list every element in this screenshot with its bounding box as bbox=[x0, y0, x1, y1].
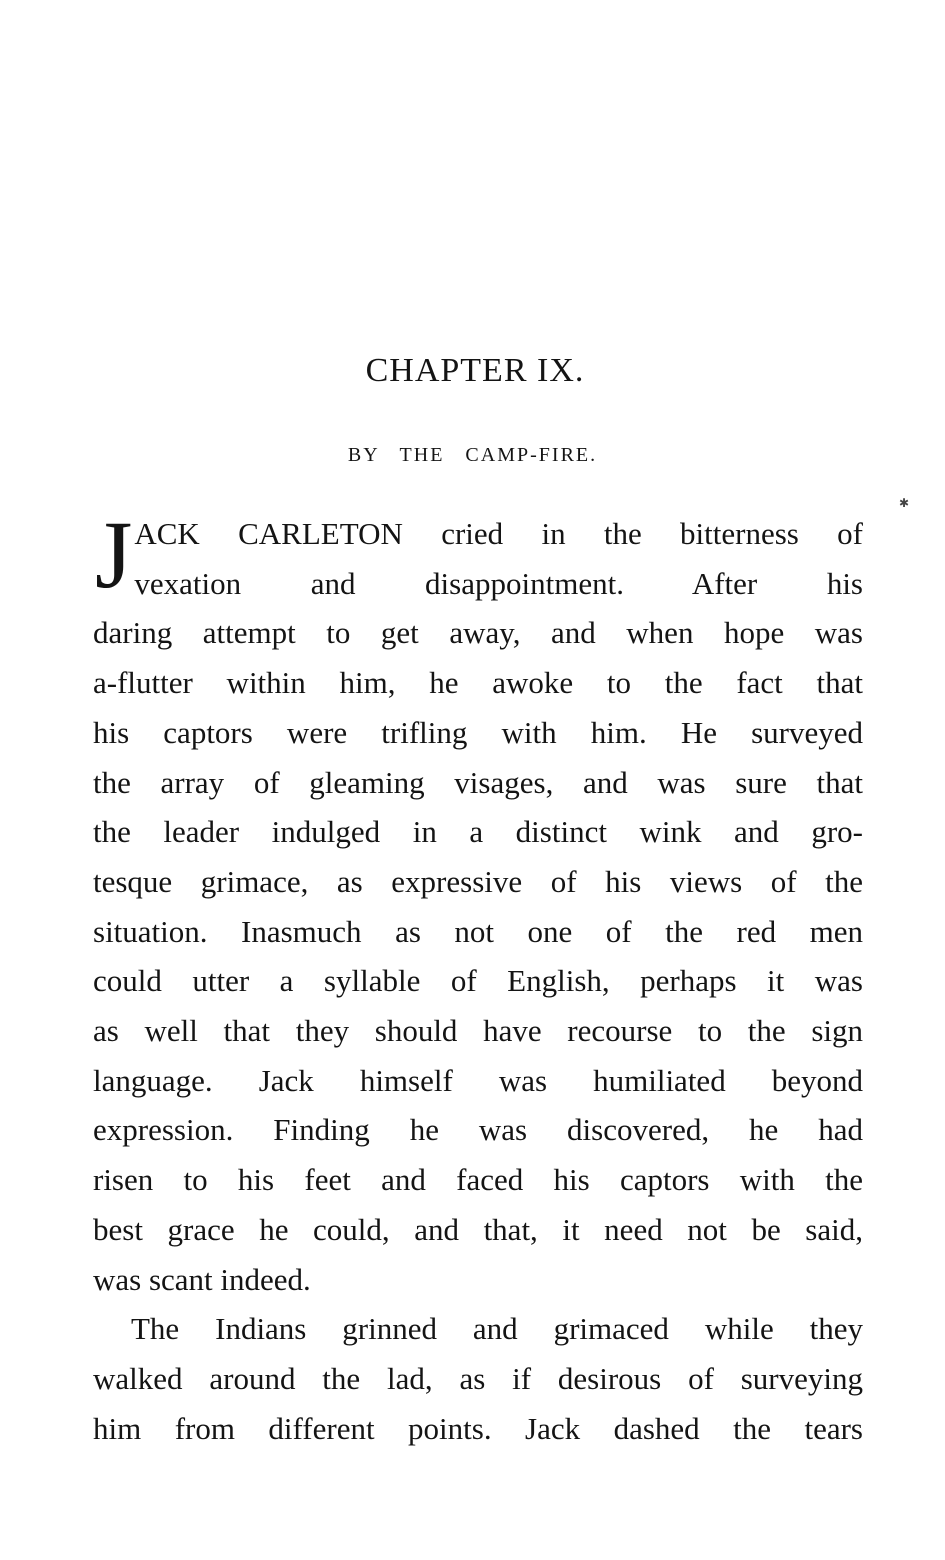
drop-cap: J bbox=[95, 501, 133, 608]
text-line: language. Jack himself was humiliated beyond bbox=[93, 1062, 863, 1098]
text-line: situation. Inasmuch as not one of the red men bbox=[93, 913, 863, 949]
paragraph-1 bbox=[93, 501, 863, 1304]
text-line: walked around the lad, as if desirous of surveying bbox=[93, 1360, 863, 1396]
text-line: was scant indeed. bbox=[93, 1261, 311, 1297]
text-line: the leader indulged in a distinct wink and gro- bbox=[93, 814, 863, 850]
text-line: vexation and disappointment. After his bbox=[134, 565, 863, 601]
text-line: risen to his feet and faced his captors with the bbox=[93, 1162, 863, 1198]
text-line: the array of gleaming visages, and was sure that bbox=[93, 764, 863, 800]
text-line: best grace he could, and that, it need not be said, bbox=[93, 1211, 863, 1247]
chapter-title: CHAPTER IX. bbox=[365, 352, 585, 389]
text-line: The Indians grinned and grimaced while they bbox=[131, 1311, 863, 1347]
text-line: his captors were trifling with him. He surveyed bbox=[93, 714, 863, 750]
chapter-subtitle: BY THE CAMP-FIRE. bbox=[347, 444, 598, 466]
print-speck: ✱ bbox=[899, 496, 910, 510]
text-line: him from different points. Jack dashed the tears bbox=[93, 1410, 863, 1446]
text-line: ACK CARLETON cried in the bitterness of bbox=[134, 516, 863, 551]
text-line: as well that they should have recourse to the sign bbox=[93, 1013, 863, 1049]
text-line: expression. Finding he was discovered, he had bbox=[93, 1112, 863, 1148]
text-line: daring attempt to get away, and when hope was bbox=[93, 615, 863, 651]
paragraph-2 bbox=[93, 1304, 863, 1453]
text-line: a-flutter within him, he awoke to the fact that bbox=[93, 665, 863, 701]
text-line: tesque grimace, as expressive of his views of the bbox=[93, 863, 863, 899]
body-text bbox=[93, 501, 863, 1453]
text-line: could utter a syllable of English, perhaps it was bbox=[93, 963, 863, 999]
